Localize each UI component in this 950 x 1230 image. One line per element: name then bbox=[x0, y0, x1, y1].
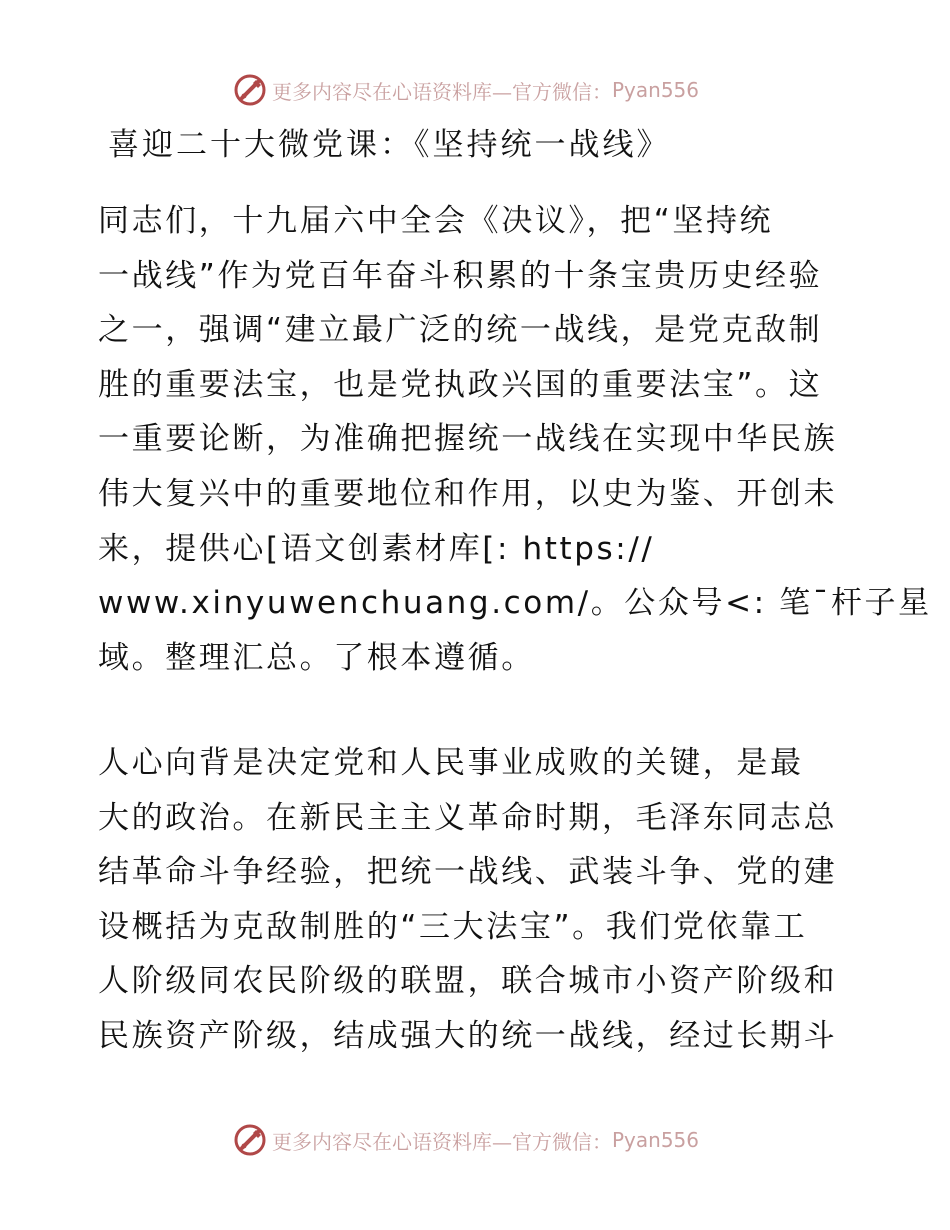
paragraph-line: 结革命斗争经验，把统一战线、武装斗争、党的建 bbox=[98, 854, 838, 891]
pen-logo-icon bbox=[232, 72, 268, 108]
paragraph-line: 设概括为克敌制胜的“三大法宝”。我们党依靠工 bbox=[98, 908, 808, 945]
paragraph-line: 同志们，十九届六中全会《决议》，把“坚持统 bbox=[98, 203, 774, 239]
paragraph-line: 域。整理汇总。了根本遵循。 bbox=[98, 639, 535, 676]
paragraph-line: 伟大复兴中的重要地位和作用，以史为鉴、开创未 bbox=[98, 475, 838, 512]
paragraph-1 bbox=[98, 194, 932, 685]
paragraph-line: 大的政治。在新民主主义革命时期，毛泽东同志总 bbox=[98, 799, 838, 836]
pen-logo-icon bbox=[232, 1122, 268, 1158]
banner-wechat-id: Pyan556 bbox=[612, 78, 700, 102]
paragraph-line: www.xinyuwenchuang.com/。公众号<: 笔¯杆子星 bbox=[98, 585, 932, 622]
paragraph-line: 人心向背是决定党和人民事业成败的关键，是最 bbox=[98, 745, 804, 781]
paragraph-line: 一重要论断，为准确把握统一战线在实现中华民族 bbox=[98, 421, 838, 458]
paragraph-line: 之一，强调“建立最广泛的统一战线，是党克敌制 bbox=[98, 312, 823, 349]
document-title: 喜迎二十大微党课：《坚持统一战线》 bbox=[108, 127, 671, 163]
paragraph-line: 来，提供心[语文创素材库[: https:// bbox=[98, 530, 655, 567]
paragraph-line: 民族资产阶级，结成强大的统一战线，经过长期斗 bbox=[98, 1017, 838, 1054]
banner-text: 更多内容尽在心语资料库—官方微信： bbox=[272, 79, 612, 104]
paragraph-2 bbox=[98, 736, 858, 1064]
banner-text: 更多内容尽在心语资料库—官方微信： bbox=[272, 1129, 612, 1154]
footer-watermark-banner bbox=[232, 1120, 699, 1160]
paragraph-line: 人阶级同农民阶级的联盟，联合城市小资产阶级和 bbox=[98, 963, 838, 1000]
paragraph-line: 一战线”作为党百年奋斗积累的十条宝贵历史经验 bbox=[98, 257, 823, 294]
paragraph-line: 胜的重要法宝，也是党执政兴国的重要法宝”。这 bbox=[98, 366, 823, 403]
header-watermark-banner bbox=[232, 70, 699, 110]
banner-wechat-id: Pyan556 bbox=[612, 1128, 700, 1152]
